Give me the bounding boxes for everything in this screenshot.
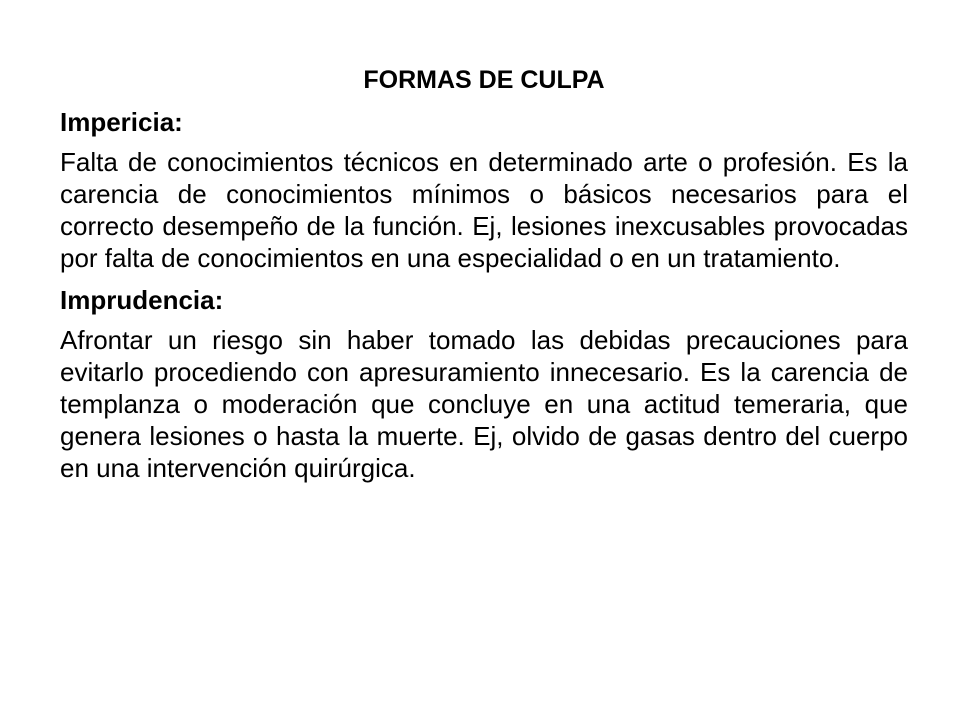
slide-content [60, 62, 908, 492]
section-heading-imprudencia: Imprudencia: [60, 285, 224, 315]
section-text-imprudencia: Afrontar un riesgo sin haber tomado las debidas precauciones para evitarlo procediendo con apresuramiento innecesario. Es la carencia de templanza o moderación que concluye en una actitud temeraria, que genera lesiones o hasta la muerte. Ej, olvido de gasas dentro del cuerpo en una intervención quirúrgica. [60, 325, 908, 483]
section-text-impericia: Falta de conocimientos técnicos en determinado arte o profesión. Es la carencia de conocimientos mínimos o básicos necesarios para el correcto desempeño de la función. Ej, lesiones inexcusables provocadas por falta de conocimientos en una especialidad o en un tratamiento. [60, 147, 908, 273]
slide-title: FORMAS DE CULPA [363, 66, 605, 94]
section-heading-impericia: Impericia: [60, 107, 183, 137]
